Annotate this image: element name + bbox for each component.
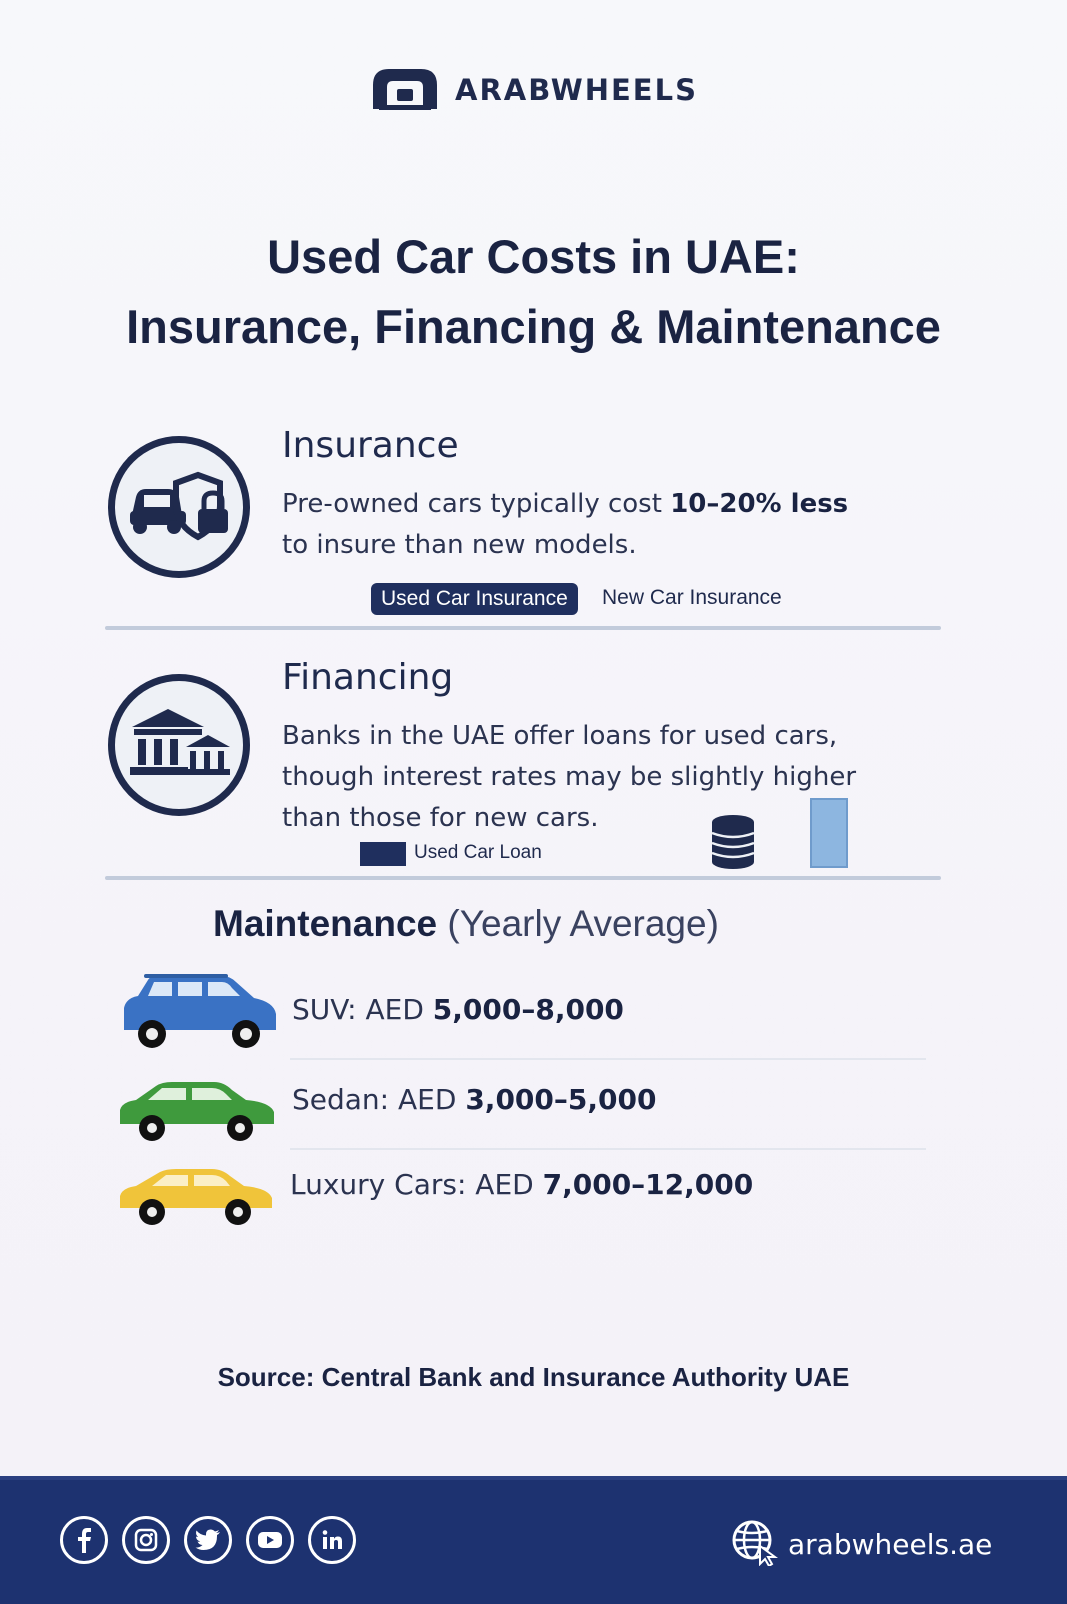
suv-label: SUV: AED — [292, 993, 433, 1026]
globe-icon — [730, 1518, 778, 1570]
title-line-2: Insurance, Financing & Maintenance — [126, 300, 941, 353]
legend-new-car-insurance: New Car Insurance — [602, 586, 782, 609]
legend-swatch-used-loan — [360, 842, 406, 866]
footer — [0, 1476, 1067, 1604]
insurance-text — [282, 484, 922, 566]
suv-icon — [118, 974, 280, 1054]
maintenance-sedan — [292, 1083, 656, 1116]
financing-icon-badge — [108, 674, 250, 816]
maintenance-heading — [213, 903, 719, 945]
insurance-icon-badge — [108, 436, 250, 578]
youtube-icon[interactable] — [246, 1516, 294, 1564]
source-note: Source: Central Bank and Insurance Authority UAE — [217, 1362, 850, 1392]
brand-name: ARABWHEELS — [455, 73, 698, 107]
new-car-loan-bar — [810, 798, 848, 868]
financing-text-line-1: Banks in the UAE offer loans for used cars, — [282, 721, 838, 751]
financing-text-line-3: than those for new cars. — [282, 803, 599, 833]
sedan-value: 3,000–5,000 — [465, 1083, 657, 1116]
bank-icon — [124, 703, 234, 787]
insurance-text-b: to insure than new models. — [282, 530, 637, 560]
luxury-car-icon — [116, 1166, 276, 1232]
legend-used-car-insurance: Used Car Insurance — [371, 583, 578, 615]
maintenance-heading-bold: Maintenance — [213, 903, 438, 944]
financing-heading: Financing — [282, 657, 454, 698]
twitter-icon[interactable] — [184, 1516, 232, 1564]
luxury-value: 7,000–12,000 — [542, 1168, 754, 1201]
coin-stack-icon — [710, 814, 756, 874]
sedan-icon — [116, 1080, 278, 1148]
maintenance-heading-light: (Yearly Average) — [437, 903, 719, 944]
website-link[interactable] — [730, 1518, 992, 1570]
website-url[interactable]: arabwheels.ae — [788, 1527, 993, 1561]
divider-financing — [105, 876, 941, 880]
legend-used-car-loan: Used Car Loan — [414, 842, 542, 863]
divider-insurance — [105, 626, 941, 630]
insurance-heading: Insurance — [282, 425, 459, 466]
facebook-icon[interactable] — [60, 1516, 108, 1564]
insurance-text-bold: 10–20% less — [670, 489, 849, 519]
divider-suv — [290, 1058, 926, 1060]
linkedin-icon[interactable] — [308, 1516, 356, 1564]
maintenance-luxury — [290, 1168, 753, 1201]
instagram-icon[interactable] — [122, 1516, 170, 1564]
sedan-label: Sedan: AED — [292, 1083, 466, 1116]
brand-logo[interactable] — [0, 55, 1067, 125]
financing-text-line-2: though interest rates may be slightly higher — [282, 762, 857, 792]
luxury-label: Luxury Cars: AED — [290, 1168, 543, 1201]
title-line-1: Used Car Costs in UAE: — [267, 230, 800, 283]
car-shield-icon — [124, 465, 234, 549]
maintenance-suv — [292, 993, 624, 1026]
arch-logo-icon — [369, 63, 441, 117]
insurance-text-a: Pre-owned cars typically cost — [282, 489, 671, 519]
page-title — [0, 222, 1067, 362]
social-links — [60, 1516, 356, 1564]
divider-sedan — [290, 1148, 926, 1150]
suv-value: 5,000–8,000 — [432, 993, 624, 1026]
